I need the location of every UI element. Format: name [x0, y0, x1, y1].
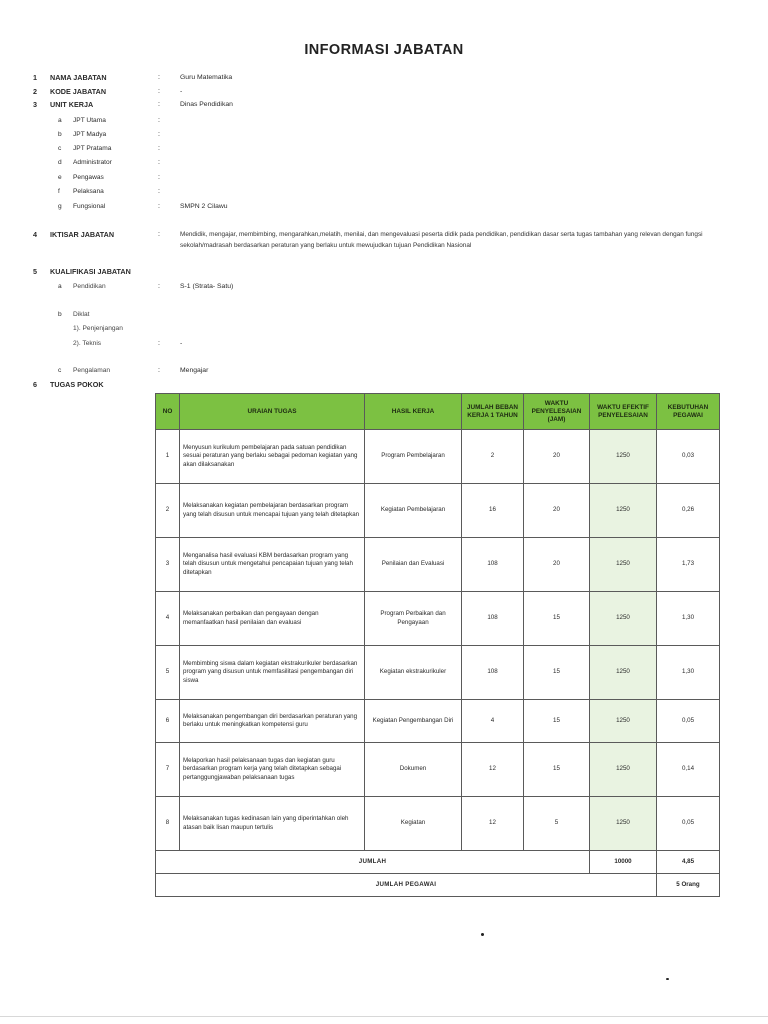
kualifikasi-letter: b: [58, 311, 62, 318]
col-header-kebutuhan: KEBUTUHAN PEGAWAI: [657, 394, 720, 430]
field-kualifikasi: [0, 268, 768, 277]
cell-no: 8: [156, 797, 180, 851]
cell-uraian: Melaksanakan perbaikan dan pengayaan dengan memanfaatkan hasil penilaian dan evaluasi: [180, 592, 365, 646]
cell-no: 7: [156, 743, 180, 797]
cell-waktu: 20: [524, 538, 590, 592]
jumlah-pegawai-row: [156, 874, 720, 897]
cell-kebutuhan: 1,30: [657, 592, 720, 646]
table-header-row: [156, 394, 720, 430]
cell-hasil: Program Perbaikan dan Pengayaan: [365, 592, 462, 646]
cell-kebutuhan: 1,30: [657, 646, 720, 700]
cell-kebutuhan: 0,05: [657, 700, 720, 743]
cell-hasil: Kegiatan Pembelajaran: [365, 484, 462, 538]
field-number: 1: [33, 73, 37, 82]
table-row: [156, 592, 720, 646]
jumlah-row: [156, 851, 720, 874]
cell-hasil: Program Pembelajaran: [365, 430, 462, 484]
cell-kebutuhan: 0,03: [657, 430, 720, 484]
cell-waktu: 5: [524, 797, 590, 851]
field-value: Guru Matematika: [180, 74, 233, 81]
ikhtisar-text: Mendidik, mengajar, membimbing, mengarahkan,melatih, menilai, dan mengevaluasi peserta didik pada pendidikan, pendidikan dasar serta tugas tambahan yang relevan dengan fungsi sekolah/madrasah berdasarkan peraturan yang berlaku untuk mewujudkan tujuan Pendidikan Nasional: [180, 231, 703, 249]
unit-item-label: Pengawas: [73, 174, 104, 181]
cell-hasil: Dokumen: [365, 743, 462, 797]
field-label: NAMA JABATAN: [50, 73, 107, 82]
diklat-colon: :: [158, 340, 160, 347]
jumlah-label: JUMLAH: [156, 851, 590, 874]
cell-waktu: 15: [524, 743, 590, 797]
cell-uraian: Membimbing siswa dalam kegiatan ekstrakurikuler berdasarkan program yang disusun untuk memfasilitasi pengembangan diri siswa: [180, 646, 365, 700]
cell-uraian: Melaporkan hasil pelaksanaan tugas dan kegiatan guru berdasarkan program kerja yang telah ditetapkan sebagai pertanggungjawaban pelaksanaan tugas: [180, 743, 365, 797]
cell-no: 5: [156, 646, 180, 700]
cell-efektif: 1250: [590, 430, 657, 484]
unit-item-colon: :: [158, 131, 160, 138]
field-number: 4: [33, 230, 37, 239]
kualifikasi-label: Diklat: [73, 311, 90, 318]
unit-item-label: Administrator: [73, 159, 112, 166]
cell-hasil: Penilaian dan Evaluasi: [365, 538, 462, 592]
field-unit-kerja: [0, 101, 768, 110]
unit-item-letter: f: [58, 188, 60, 195]
cell-no: 1: [156, 430, 180, 484]
unit-item: [0, 131, 768, 140]
cell-jumlah: 108: [462, 646, 524, 700]
jumlah-pegawai-label: JUMLAH PEGAWAI: [156, 874, 657, 897]
table-row: [156, 646, 720, 700]
cell-jumlah: 16: [462, 484, 524, 538]
field-kode-jabatan: [0, 88, 768, 97]
field-colon: :: [158, 231, 160, 238]
cell-jumlah: 108: [462, 592, 524, 646]
cell-efektif: 1250: [590, 592, 657, 646]
cell-jumlah: 12: [462, 743, 524, 797]
table-row: [156, 430, 720, 484]
col-header-waktu: WAKTU PENYELESAIAN (JAM): [524, 394, 590, 430]
unit-item-colon: :: [158, 117, 160, 124]
field-number: 5: [33, 267, 37, 276]
unit-item-label: JPT Pratama: [73, 145, 112, 152]
field-tugas-pokok: [0, 381, 768, 390]
cell-efektif: 1250: [590, 743, 657, 797]
cell-no: 6: [156, 700, 180, 743]
cell-jumlah: 2: [462, 430, 524, 484]
kualifikasi-colon: :: [158, 283, 160, 290]
unit-item-colon: :: [158, 159, 160, 166]
field-nama-jabatan: [0, 74, 768, 83]
field-label: KODE JABATAN: [50, 87, 107, 96]
kualifikasi-value: S-1 (Strata- Satu): [180, 283, 234, 290]
col-header-jumlah: JUMLAH BEBAN KERJA 1 TAHUN: [462, 394, 524, 430]
col-header-uraian: URAIAN TUGAS: [180, 394, 365, 430]
diklat-value: -: [180, 340, 183, 347]
cell-kebutuhan: 1,73: [657, 538, 720, 592]
unit-item-colon: :: [158, 203, 160, 210]
col-header-hasil: HASIL KERJA: [365, 394, 462, 430]
field-number: 2: [33, 87, 37, 96]
unit-item-value: SMPN 2 Cilawu: [180, 203, 228, 210]
cell-jumlah: 4: [462, 700, 524, 743]
diklat-item: [0, 340, 768, 349]
cell-uraian: Menyusun kurikulum pembelajaran pada satuan pendidikan sesuai peraturan yang berlaku sebagai pedoman kegiatan yang akan dilaksanakan: [180, 430, 365, 484]
unit-item-label: JPT Utama: [73, 117, 106, 124]
unit-item-letter: g: [58, 203, 62, 210]
unit-item: [0, 203, 768, 212]
cell-efektif: 1250: [590, 700, 657, 743]
jumlah-efektif: 10000: [590, 851, 657, 874]
kualifikasi-pengalaman: [0, 367, 768, 376]
field-label: UNIT KERJA: [50, 100, 94, 109]
kualifikasi-pendidikan: [0, 283, 768, 292]
table-row: [156, 538, 720, 592]
unit-item-letter: c: [58, 145, 62, 152]
field-label: KUALIFIKASI JABATAN: [50, 267, 131, 276]
table-row: [156, 484, 720, 538]
jumlah-kebutuhan: 4,85: [657, 851, 720, 874]
cell-waktu: 20: [524, 484, 590, 538]
field-label: TUGAS POKOK: [50, 380, 104, 389]
scan-edge-line: [0, 1016, 768, 1017]
unit-item: [0, 188, 768, 197]
scan-speck: [666, 978, 669, 980]
diklat-item: [0, 325, 768, 334]
cell-hasil: Kegiatan ekstrakurikuler: [365, 646, 462, 700]
col-header-efektif: WAKTU EFEKTIF PENYELESAIAN: [590, 394, 657, 430]
cell-hasil: Kegiatan Pengembangan Diri: [365, 700, 462, 743]
kualifikasi-letter: a: [58, 283, 62, 290]
cell-waktu: 15: [524, 700, 590, 743]
kualifikasi-colon: :: [158, 367, 160, 374]
field-colon: :: [158, 101, 160, 108]
cell-hasil: Kegiatan: [365, 797, 462, 851]
kualifikasi-diklat: [0, 311, 768, 320]
cell-uraian: Menganalisa hasil evaluasi KBM berdasarkan program yang telah disusun untuk mengetahui pencapaian tujuan yang telah ditetapkan: [180, 538, 365, 592]
diklat-item-label: 1). Penjenjangan: [73, 325, 123, 332]
cell-efektif: 1250: [590, 646, 657, 700]
table-row: [156, 700, 720, 743]
cell-waktu: 20: [524, 430, 590, 484]
field-colon: :: [158, 88, 160, 95]
tugas-table: [155, 393, 720, 897]
cell-efektif: 1250: [590, 484, 657, 538]
unit-item: [0, 174, 768, 183]
cell-no: 2: [156, 484, 180, 538]
cell-uraian: Melaksanakan kegiatan pembelajaran berdasarkan program yang telah disusun untuk mencapai tujuan yang telah ditetapkan: [180, 484, 365, 538]
cell-no: 3: [156, 538, 180, 592]
unit-item-label: Pelaksana: [73, 188, 104, 195]
cell-kebutuhan: 0,14: [657, 743, 720, 797]
cell-waktu: 15: [524, 646, 590, 700]
field-number: 3: [33, 100, 37, 109]
scan-speck: [481, 933, 484, 936]
cell-waktu: 15: [524, 592, 590, 646]
field-label: IKTISAR JABATAN: [50, 230, 115, 239]
unit-item: [0, 145, 768, 154]
cell-uraian: Melaksanakan tugas kedinasan lain yang diperintahkan oleh atasan baik lisan maupun tertulis: [180, 797, 365, 851]
col-header-no: NO: [156, 394, 180, 430]
cell-kebutuhan: 0,05: [657, 797, 720, 851]
unit-item-colon: :: [158, 174, 160, 181]
kualifikasi-label: Pengalaman: [73, 367, 111, 374]
unit-item-letter: e: [58, 174, 62, 181]
jumlah-pegawai-value: 5 Orang: [657, 874, 720, 897]
unit-item-colon: :: [158, 188, 160, 195]
cell-uraian: Melaksanakan pengembangan diri berdasarkan peraturan yang berlaku untuk meningkatkan kompetensi guru: [180, 700, 365, 743]
field-value: Dinas Pendidikan: [180, 101, 233, 108]
field-number: 6: [33, 380, 37, 389]
unit-item-label: JPT Madya: [73, 131, 107, 138]
cell-kebutuhan: 0,26: [657, 484, 720, 538]
unit-item-letter: d: [58, 159, 62, 166]
kualifikasi-label: Pendidikan: [73, 283, 106, 290]
table-row: [156, 743, 720, 797]
table-row: [156, 797, 720, 851]
kualifikasi-value: Mengajar: [180, 367, 209, 374]
unit-item-letter: b: [58, 131, 62, 138]
unit-item: [0, 159, 768, 168]
unit-item-label: Fungsional: [73, 203, 106, 210]
cell-jumlah: 108: [462, 538, 524, 592]
kualifikasi-letter: c: [58, 367, 62, 374]
field-value: -: [180, 88, 183, 95]
unit-item: [0, 117, 768, 126]
page-title: INFORMASI JABATAN: [304, 42, 464, 58]
unit-item-letter: a: [58, 117, 62, 124]
diklat-item-label: 2). Teknis: [73, 340, 102, 347]
cell-efektif: 1250: [590, 797, 657, 851]
cell-no: 4: [156, 592, 180, 646]
field-colon: :: [158, 74, 160, 81]
cell-efektif: 1250: [590, 538, 657, 592]
unit-item-colon: :: [158, 145, 160, 152]
cell-jumlah: 12: [462, 797, 524, 851]
